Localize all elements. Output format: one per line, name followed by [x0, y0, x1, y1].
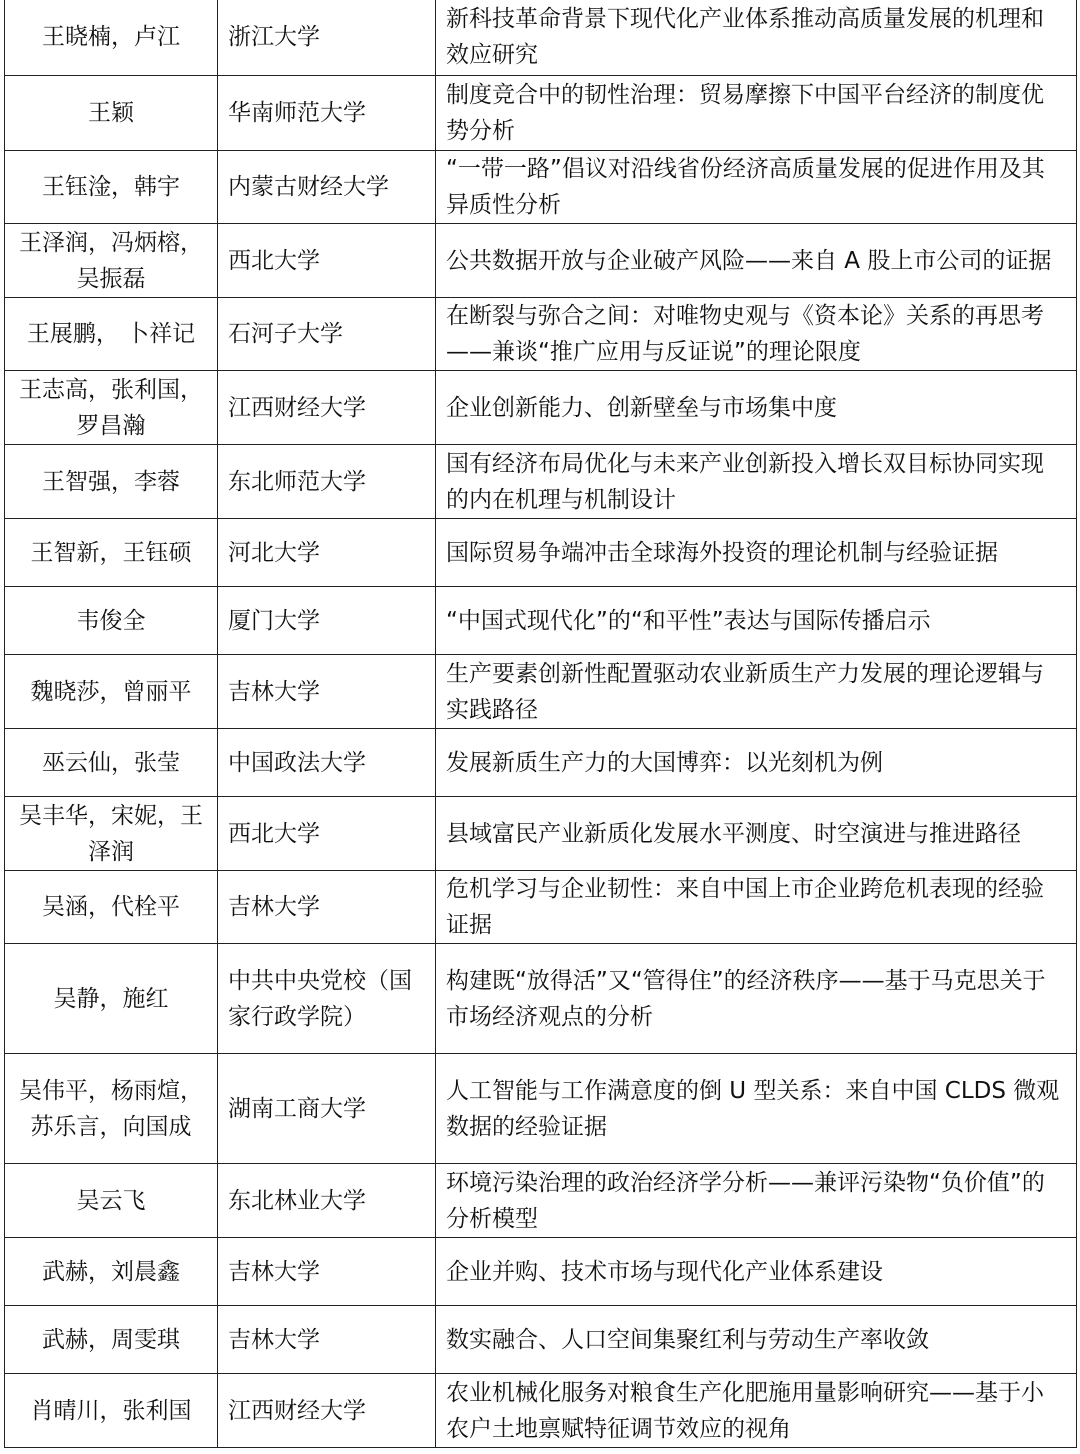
title-cell: “中国式现代化”的“和平性”表达与国际传播启示: [436, 587, 1077, 655]
institution-cell: 中共中央党校（国家行政学院）: [218, 944, 436, 1054]
author-cell: 吴云飞: [5, 1164, 218, 1238]
title-cell: 构建既“放得活”又“管得住”的经济秩序——基于马克思关于市场经济观点的分析: [436, 944, 1077, 1054]
institution-cell: 中国政法大学: [218, 729, 436, 797]
author-cell: 吴静，施红: [5, 944, 218, 1054]
title-cell: 制度竞合中的韧性治理：贸易摩擦下中国平台经济的制度优势分析: [436, 76, 1077, 151]
institution-cell: 吉林大学: [218, 1238, 436, 1306]
institution-cell: 吉林大学: [218, 655, 436, 729]
author-cell: 韦俊全: [5, 587, 218, 655]
title-cell: 企业创新能力、创新壁垒与市场集中度: [436, 371, 1077, 445]
table-row: [5, 871, 1077, 944]
institution-cell: 石河子大学: [218, 298, 436, 371]
table-row: [5, 1374, 1077, 1448]
author-cell: 武赫，周雯琪: [5, 1306, 218, 1374]
institution-cell: 浙江大学: [218, 0, 436, 76]
title-cell: 人工智能与工作满意度的倒 U 型关系：来自中国 CLDS 微观数据的经验证据: [436, 1054, 1077, 1164]
author-cell: 王智新，王钰硕: [5, 519, 218, 587]
author-cell: 王晓楠，卢江: [5, 0, 218, 76]
title-cell: “一带一路”倡议对沿线省份经济高质量发展的促进作用及其异质性分析: [436, 151, 1077, 224]
title-cell: 国际贸易争端冲击全球海外投资的理论机制与经验证据: [436, 519, 1077, 587]
institution-cell: 华南师范大学: [218, 76, 436, 151]
author-cell: 吴伟平，杨雨煊，苏乐言，向国成: [5, 1054, 218, 1164]
table-row: [5, 1238, 1077, 1306]
title-cell: 国有经济布局优化与未来产业创新投入增长双目标协同实现的内在机理与机制设计: [436, 445, 1077, 519]
author-cell: 王颖: [5, 76, 218, 151]
table-row: [5, 587, 1077, 655]
author-cell: 王志高，张利国，罗昌瀚: [5, 371, 218, 445]
title-cell: 新科技革命背景下现代化产业体系推动高质量发展的机理和效应研究: [436, 0, 1077, 76]
institution-cell: 河北大学: [218, 519, 436, 587]
author-cell: 肖晴川，张利国: [5, 1374, 218, 1448]
title-cell: 发展新质生产力的大国博弈：以光刻机为例: [436, 729, 1077, 797]
author-cell: 魏晓莎，曾丽平: [5, 655, 218, 729]
institution-cell: 吉林大学: [218, 871, 436, 944]
table-row: [5, 371, 1077, 445]
institution-cell: 内蒙古财经大学: [218, 151, 436, 224]
author-cell: 武赫，刘晨鑫: [5, 1238, 218, 1306]
table-row: [5, 298, 1077, 371]
title-cell: 企业并购、技术市场与现代化产业体系建设: [436, 1238, 1077, 1306]
title-cell: 数实融合、人口空间集聚红利与劳动生产率收敛: [436, 1306, 1077, 1374]
author-cell: 吴丰华，宋妮，王泽润: [5, 797, 218, 871]
table-row: [5, 729, 1077, 797]
author-cell: 吴涵，代栓平: [5, 871, 218, 944]
title-cell: 在断裂与弥合之间：对唯物史观与《资本论》关系的再思考——兼谈“推广应用与反证说”的理论限度: [436, 298, 1077, 371]
institution-cell: 西北大学: [218, 797, 436, 871]
table-row: [5, 76, 1077, 151]
title-cell: 危机学习与企业韧性：来自中国上市企业跨危机表现的经验证据: [436, 871, 1077, 944]
author-cell: 王智强，李蓉: [5, 445, 218, 519]
table-row: [5, 797, 1077, 871]
table-row: [5, 1306, 1077, 1374]
table-row: [5, 0, 1077, 76]
table-row: [5, 655, 1077, 729]
author-cell: 王泽润，冯炳榕，吴振磊: [5, 224, 218, 298]
institution-cell: 西北大学: [218, 224, 436, 298]
author-cell: 巫云仙，张莹: [5, 729, 218, 797]
institution-cell: 江西财经大学: [218, 1374, 436, 1448]
institution-cell: 湖南工商大学: [218, 1054, 436, 1164]
title-cell: 农业机械化服务对粮食生产化肥施用量影响研究——基于小农户土地禀赋特征调节效应的视角: [436, 1374, 1077, 1448]
papers-table: [4, 0, 1077, 1448]
table-row: [5, 519, 1077, 587]
institution-cell: 东北林业大学: [218, 1164, 436, 1238]
institution-cell: 厦门大学: [218, 587, 436, 655]
table-row: [5, 1164, 1077, 1238]
table-row: [5, 944, 1077, 1054]
institution-cell: 吉林大学: [218, 1306, 436, 1374]
table-row: [5, 151, 1077, 224]
title-cell: 环境污染治理的政治经济学分析——兼评污染物“负价值”的分析模型: [436, 1164, 1077, 1238]
institution-cell: 江西财经大学: [218, 371, 436, 445]
table-row: [5, 1054, 1077, 1164]
title-cell: 公共数据开放与企业破产风险——来自 A 股上市公司的证据: [436, 224, 1077, 298]
title-cell: 县域富民产业新质化发展水平测度、时空演进与推进路径: [436, 797, 1077, 871]
title-cell: 生产要素创新性配置驱动农业新质生产力发展的理论逻辑与实践路径: [436, 655, 1077, 729]
author-cell: 王钰淦，韩宇: [5, 151, 218, 224]
institution-cell: 东北师范大学: [218, 445, 436, 519]
table-row: [5, 224, 1077, 298]
author-cell: 王展鹏， 卜祥记: [5, 298, 218, 371]
table-row: [5, 445, 1077, 519]
